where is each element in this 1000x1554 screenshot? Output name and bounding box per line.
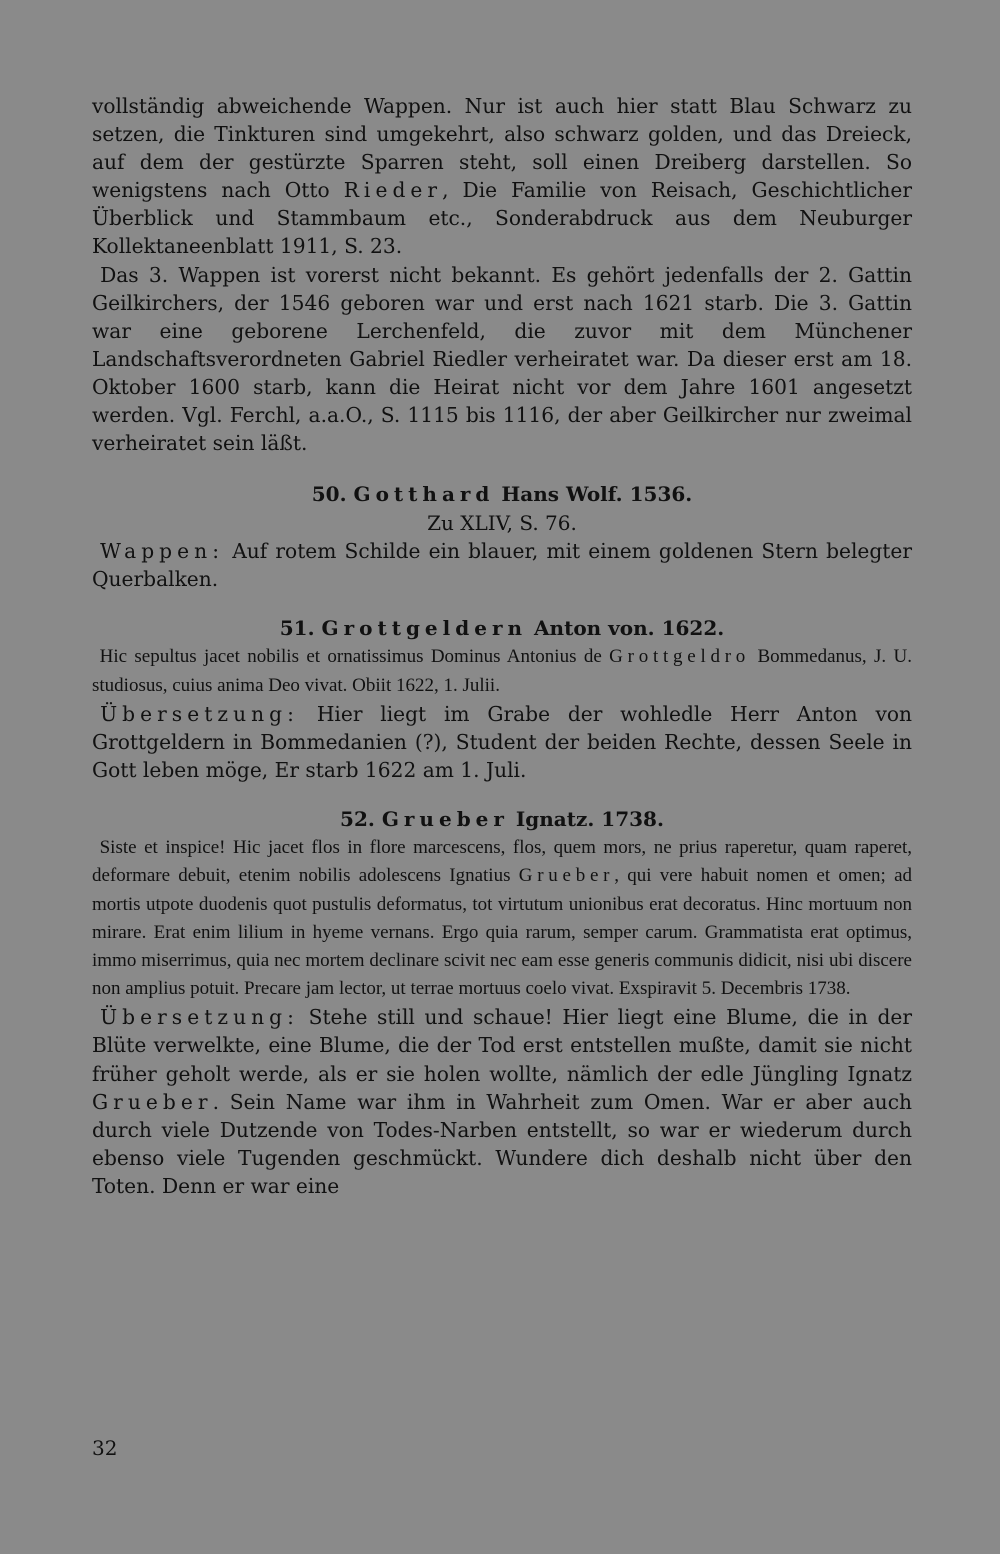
inscription-name: Grottgeldro [609, 646, 751, 668]
entry-year: 1536. [629, 482, 693, 507]
latin-inscription-52 [92, 834, 912, 1003]
inscription-name: Grueber [518, 865, 615, 887]
entry-number: 50. [311, 482, 347, 507]
paragraph-text: vollständig abweichende Wappen. Nur ist auch hier statt Blau Schwarz zu setzen, die Tinkturen sind umgekehrt, also schwarz golden, und das Dreieck, auf dem der gestürzte Sparren steht, soll einen Dreiberg darstellen. So wenigstens nach Otto [92, 94, 912, 203]
entry-surname: Gotthard [353, 482, 495, 507]
section-label: Wappen: [100, 539, 225, 564]
entry-year: 1738. [601, 807, 664, 832]
entry-given-name: Ignatz. [515, 807, 595, 832]
entry-given-name: Anton von. [534, 616, 655, 641]
paragraph-third-wappen: Das 3. Wappen ist vorerst nicht bekannt. Es gehört jedenfalls der 2. Gattin Geilkirchers, der 1546 geboren war und erst nach 1621 starb. Die 3. Gattin war eine geborene Lerchenfeld, die zuvor mit dem Münchener Landschaftsverordneten Gabriel Riedler verheiratet war. Da dieser erst am 18. Oktober 1600 starb, kann die Heirat nicht vor dem Jahre 1601 angesetzt werden. Vgl. Ferchl, a.a.O., S. 1115 bis 1116, der aber Geilkircher nur zweimal verheiratet sein läßt. [92, 262, 912, 456]
paragraph-text: Siste et inspice! Hic jacet flos in flore marcescens, flos, quem mors, ne prius raperetur, quam raperet, deformare debuit, etenim nobilis adolescens Ignatius [92, 837, 912, 887]
paragraph-text: Hier liegt im Grabe der wohledle Herr Anton von Grottgeldern in Bommedanien (?), Student der beiden Rechte, dessen Seele in Gott leben möge, Er starb 1622 am 1. Juli. [92, 701, 912, 782]
section-label: Übersetzung: [100, 1005, 299, 1030]
paragraph-wappen-description [92, 92, 912, 261]
paragraph-text: . Sein Name war ihm in Wahrheit zum Omen. War er aber auch durch viele Dutzende von Todes-Narben entstellt, so war er wiederum durch ebenso viele Tugenden geschmückt. Wundere dich deshalb nicht über den Toten. Denn er war eine [92, 1089, 912, 1198]
entry-year: 1622. [661, 616, 725, 641]
paragraph-text: Stehe still und schaue! Hier liegt eine Blume, die in der Blüte verwelkte, eine Blume, die der Tod erst entstellen mußte, damit sie nicht früher geholt werde, als er sie holen wollte, nämlich der edle Jüngling Ignatz [92, 1005, 912, 1086]
paragraph-text: Hic sepultus jacet nobilis et ornatissimus Dominus Antonius de [99, 646, 602, 668]
paragraph-text: Bommedanus, J. U. studiosus, cuius anima Deo vivat. Obiit 1622, 1. Julii. [92, 646, 913, 696]
entry-surname: Grottgeldern [321, 616, 528, 641]
translation-51 [92, 700, 912, 784]
translation-52 [92, 1003, 912, 1200]
page-number: 32 [92, 1436, 118, 1460]
paragraph-text: , qui vere habuit nomen et omen; ad mortis utpote duodenis quot pustulis deformatus, tot virtutum unionibus erat decoratus. Hinc mortuum non mirare. Erat enim lilium in hyeme vernans. Ergo quia rarum, semper carum. Grammatista erat optimus, immo miserrimus, quia nec mortem declinare scivit nec eam esse generis communis didicit, nisi ubi discere non amplius potuit. Precare jam lector, ut terrae mortuus coelo vivat. Exspiravit 5. Decembris 1738. [92, 865, 913, 1000]
entry-surname: Grueber [381, 807, 509, 832]
paragraph-text: , Die Familie von Reisach, Geschichtlicher Überblick und Stammbaum etc., Sonderabdruck aus dem Neuburger Kollektaneenblatt 1911, S. 23. [92, 178, 912, 259]
entry-given-name: Hans Wolf. [501, 482, 623, 507]
entry-reference: Zu XLIV, S. 76. [427, 511, 577, 536]
author-name: Rieder [343, 178, 443, 203]
entry-number: 51. [279, 616, 315, 641]
entry-heading-52 [92, 804, 912, 834]
entry-number: 52. [340, 807, 375, 832]
paragraph-text: Auf rotem Schilde ein blauer, mit einem goldenen Stern belegter Querbalken. [92, 539, 912, 592]
latin-inscription-51 [92, 643, 912, 699]
entry-heading-50 [92, 479, 912, 509]
section-label: Übersetzung: [100, 701, 299, 726]
translation-name: Grueber [92, 1089, 213, 1114]
page-body [92, 92, 912, 1200]
entry-text-50 [92, 537, 912, 593]
entry-heading-51 [92, 613, 912, 643]
